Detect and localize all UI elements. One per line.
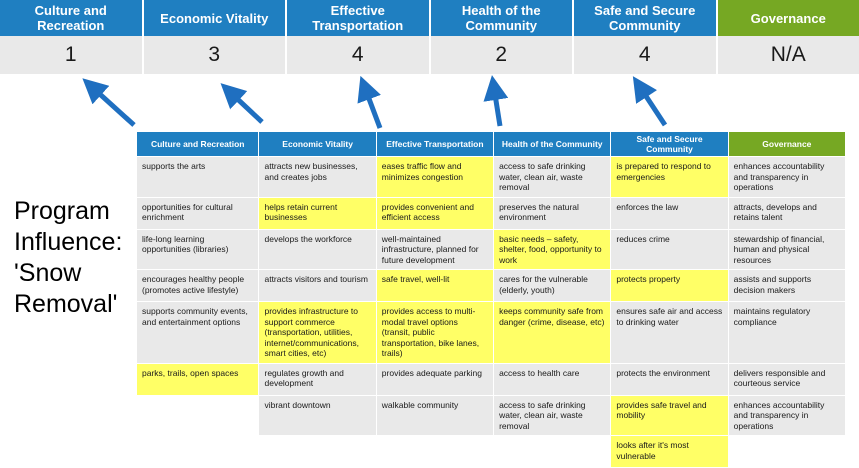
matrix-cell-r4c1: provides infrastructure to support commerce (transportation, utilities, internet/communications, smart cities, etc) (259, 302, 376, 364)
table-row (137, 363, 846, 395)
matrix-cell-r3c2: safe travel, well-lit (376, 270, 493, 302)
matrix-cell-r2c0: life-long learning opportunities (libraries) (137, 229, 259, 270)
table-row (137, 302, 846, 364)
matrix-header-economic-vitality: Economic Vitality (259, 132, 376, 157)
table-row (137, 157, 846, 198)
matrix-header-governance: Governance (728, 132, 845, 157)
category-header-safe-and-secure-community: Safe and Secure Community (574, 0, 718, 36)
matrix-cell-r3c5: assists and supports decision makers (728, 270, 845, 302)
table-row (137, 395, 846, 436)
table-row (137, 229, 846, 270)
table-row (137, 270, 846, 302)
score-culture-and-recreation: 1 (0, 36, 144, 74)
matrix-cell-r3c1: attracts visitors and tourism (259, 270, 376, 302)
matrix-cell-r0c0: supports the arts (137, 157, 259, 198)
matrix-cell-r4c3: keeps community safe from danger (crime, disease, etc) (494, 302, 611, 364)
matrix-cell-r7c2 (376, 436, 493, 468)
matrix-cell-r3c0: encourages healthy people (promotes active lifestyle) (137, 270, 259, 302)
score-safe-and-secure-community: 4 (574, 36, 718, 74)
matrix-cell-r0c4: is prepared to respond to emergencies (611, 157, 728, 198)
matrix-cell-r1c2: provides convenient and efficient access (376, 197, 493, 229)
score-effective-transportation: 4 (287, 36, 431, 74)
matrix-cell-r7c0 (137, 436, 259, 468)
program-influence-caption: Program Influence: 'Snow Removal' (14, 196, 136, 320)
matrix-cell-r1c5: attracts, develops and retains talent (728, 197, 845, 229)
matrix-cell-r1c1: helps retain current businesses (259, 197, 376, 229)
matrix-header-row (137, 132, 846, 157)
influence-matrix (136, 131, 846, 468)
matrix-cell-r5c0: parks, trails, open spaces (137, 363, 259, 395)
matrix-cell-r6c5: enhances accountability and transparency in operations (728, 395, 845, 436)
category-header-health-of-the-community: Health of the Community (431, 0, 575, 36)
matrix-cell-r5c5: delivers responsible and courteous service (728, 363, 845, 395)
category-header-governance: Governance (718, 0, 859, 36)
category-header-culture-and-recreation: Culture and Recreation (0, 0, 144, 36)
matrix-cell-r4c0: supports community events, and entertainment options (137, 302, 259, 364)
matrix-header-culture-and-recreation: Culture and Recreation (137, 132, 259, 157)
upward-arrow-5 (640, 87, 665, 125)
score-band (0, 36, 859, 74)
table-row (137, 197, 846, 229)
matrix-cell-r4c2: provides access to multi-modal travel options (transit, public transportation, bike lanes, trails) (376, 302, 493, 364)
matrix-cell-r6c4: provides safe travel and mobility (611, 395, 728, 436)
score-governance: N/A (718, 36, 859, 74)
upward-arrow-1 (92, 87, 134, 125)
upward-arrow-4 (494, 88, 500, 126)
matrix-cell-r5c2: provides adequate parking (376, 363, 493, 395)
matrix-cell-r6c3: access to safe drinking water, clean air, waste removal (494, 395, 611, 436)
matrix-cell-r6c0 (137, 395, 259, 436)
score-health-of-the-community: 2 (431, 36, 575, 74)
matrix-cell-r1c3: preserves the natural environment (494, 197, 611, 229)
matrix-cell-r2c3: basic needs – safety, shelter, food, opportunity to work (494, 229, 611, 270)
matrix-cell-r5c1: regulates growth and development (259, 363, 376, 395)
matrix-cell-r7c1 (259, 436, 376, 468)
matrix-cell-r7c5 (728, 436, 845, 468)
matrix-cell-r7c4: looks after it's most vulnerable (611, 436, 728, 468)
matrix-cell-r2c5: stewardship of financial, human and physical resources (728, 229, 845, 270)
matrix-cell-r2c2: well-maintained infrastructure, planned for future development (376, 229, 493, 270)
upward-arrow-3 (365, 88, 380, 128)
matrix-cell-r5c3: access to health care (494, 363, 611, 395)
matrix-cell-r0c5: enhances accountability and transparency in operations (728, 157, 845, 198)
matrix-cell-r0c2: eases traffic flow and minimizes congestion (376, 157, 493, 198)
matrix-cell-r3c4: protects property (611, 270, 728, 302)
matrix-header-effective-transportation: Effective Transportation (376, 132, 493, 157)
matrix-cell-r4c4: ensures safe air and access to drinking water (611, 302, 728, 364)
matrix-cell-r2c4: reduces crime (611, 229, 728, 270)
matrix-header-health-of-the-community: Health of the Community (494, 132, 611, 157)
matrix-cell-r2c1: develops the workforce (259, 229, 376, 270)
upward-arrow-2 (230, 92, 262, 122)
category-header-effective-transportation: Effective Transportation (287, 0, 431, 36)
matrix-cell-r5c4: protects the environment (611, 363, 728, 395)
matrix-cell-r0c1: attracts new businesses, and creates jobs (259, 157, 376, 198)
matrix-cell-r4c5: maintains regulatory compliance (728, 302, 845, 364)
category-header-band (0, 0, 859, 36)
score-economic-vitality: 3 (144, 36, 288, 74)
matrix-cell-r1c0: opportunities for cultural enrichment (137, 197, 259, 229)
matrix-cell-r6c1: vibrant downtown (259, 395, 376, 436)
matrix-cell-r1c4: enforces the law (611, 197, 728, 229)
table-row (137, 436, 846, 468)
arrow-layer (0, 70, 859, 140)
matrix-cell-r3c3: cares for the vulnerable (elderly, youth) (494, 270, 611, 302)
matrix-header-safe-and-secure-community: Safe and Secure Community (611, 132, 728, 157)
matrix-cell-r0c3: access to safe drinking water, clean air, waste removal (494, 157, 611, 198)
matrix-cell-r6c2: walkable community (376, 395, 493, 436)
category-header-economic-vitality: Economic Vitality (144, 0, 288, 36)
matrix-cell-r7c3 (494, 436, 611, 468)
